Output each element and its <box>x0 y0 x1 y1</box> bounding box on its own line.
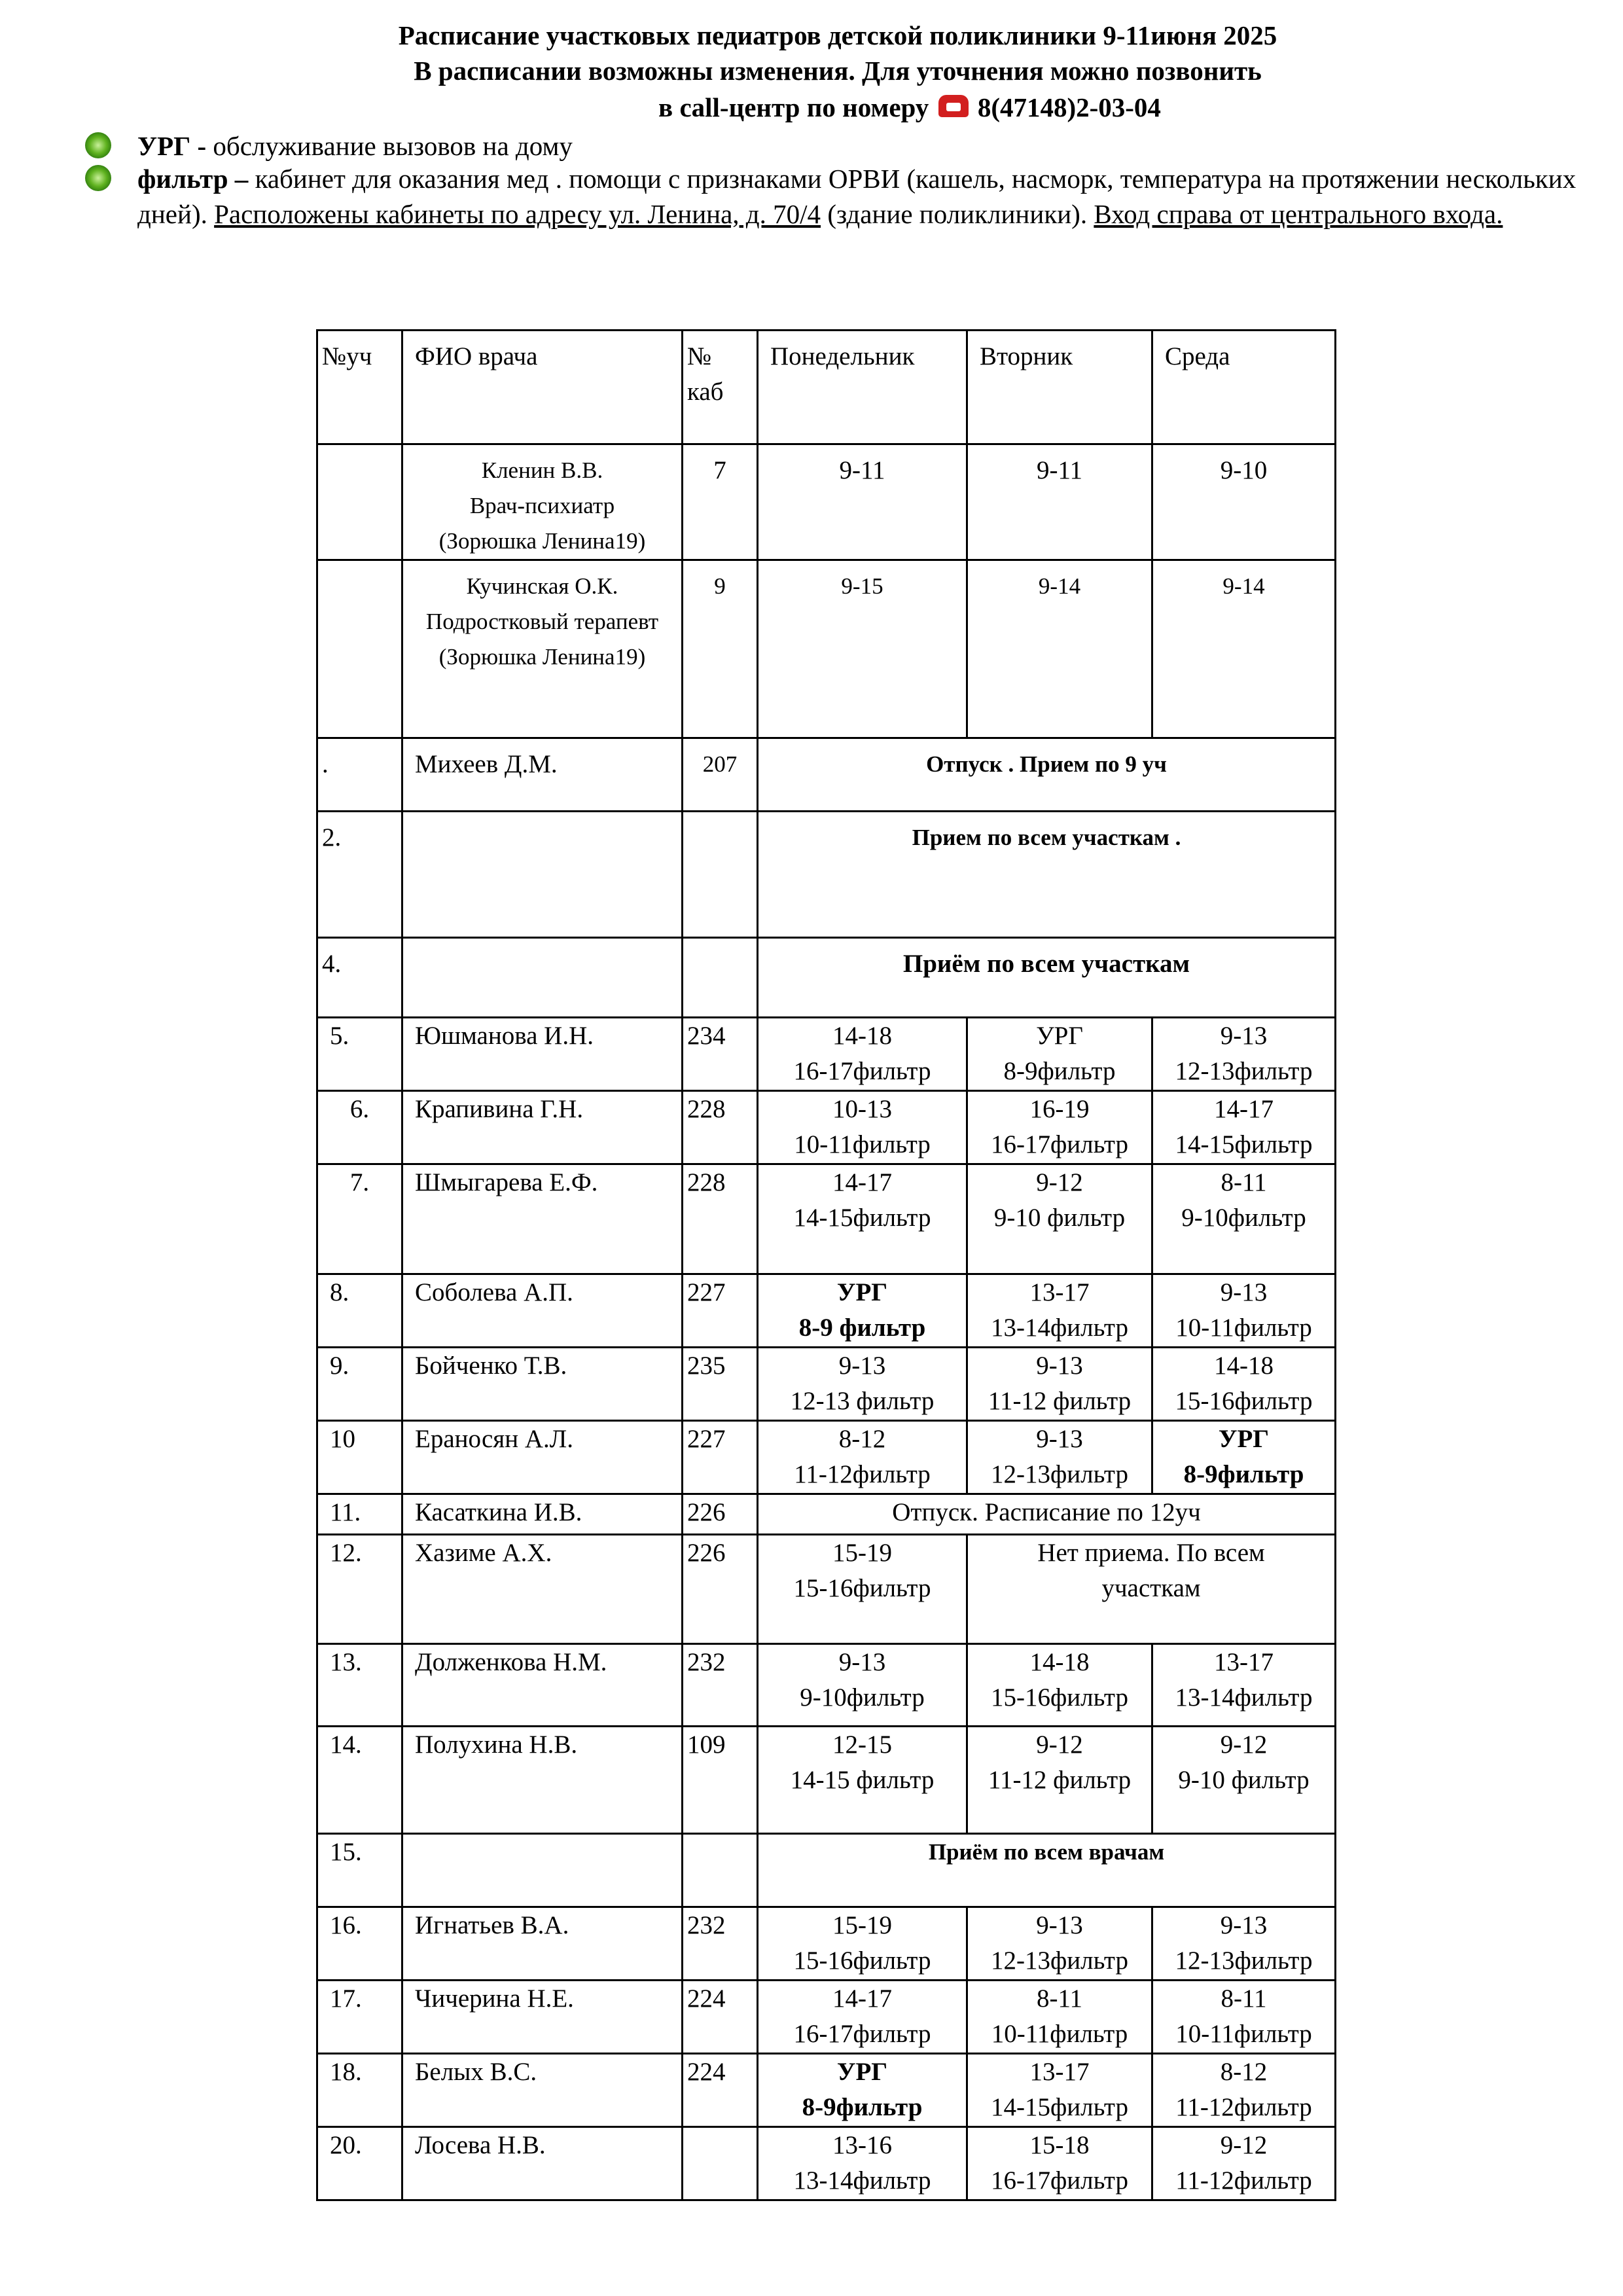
header-tuesday: Вторник <box>967 331 1152 444</box>
green-bullet-icon <box>85 165 111 191</box>
table-row <box>317 938 1336 1018</box>
cell-tuesday: 9-11 <box>967 444 1152 560</box>
cell-room: 228 <box>683 1091 758 1164</box>
header-doctor: ФИО врача <box>402 331 683 444</box>
cell-doctor: Хазиме А.Х. <box>402 1535 683 1644</box>
cell-tuesday: 9-14 <box>967 560 1152 738</box>
cell-doctor <box>402 812 683 938</box>
legend-text-2: (здание поликлиники). <box>821 199 1094 229</box>
cell-wednesday: 9-12 11-12фильтр <box>1152 2127 1336 2200</box>
cell-tuesday: 14-18 15-16фильтр <box>967 1644 1152 1727</box>
cell-tuesday: 9-12 11-12 фильтр <box>967 1727 1152 1834</box>
cell-room: 227 <box>683 1421 758 1494</box>
cell-monday: 14-17 16-17фильтр <box>758 1981 967 2054</box>
doctor-location: (Зорюшка Ленина19) <box>438 528 646 554</box>
cell-monday: 12-15 14-15 фильтр <box>758 1727 967 1834</box>
phone-number: 8(47148)2-03-04 <box>977 92 1161 122</box>
table-row <box>317 1727 1336 1834</box>
green-bullet-icon <box>85 132 111 158</box>
cell-room: 9 <box>683 560 758 738</box>
table-row <box>317 2054 1336 2127</box>
cell-num: 13. <box>317 1644 402 1727</box>
legend-address: Расположены кабинеты по адресу ул. Ленина, д. 70/4 <box>214 199 821 229</box>
cell-monday: 10-13 10-11фильтр <box>758 1091 967 1164</box>
cell-doctor: Игнатьев В.А. <box>402 1907 683 1981</box>
cell-tuesday: 9-13 12-13фильтр <box>967 1421 1152 1494</box>
cell-tuesday: 8-11 10-11фильтр <box>967 1981 1152 2054</box>
cell-room <box>683 1834 758 1907</box>
cell-doctor <box>402 938 683 1018</box>
cell-tuesday: 13-17 14-15фильтр <box>967 2054 1152 2127</box>
cell-merged-note: Прием по всем участкам . <box>758 812 1336 938</box>
legend-text: кабинет для оказания мед . помощи с признаками ОРВИ (кашель, насморк, температура на протяжении нескольких дней). <box>137 164 1577 229</box>
table-row <box>317 1535 1336 1644</box>
legend-item-filter <box>137 161 1603 232</box>
cell-tuesday: 13-17 13-14фильтр <box>967 1274 1152 1348</box>
legend-term: фильтр – <box>137 164 249 194</box>
table-row <box>317 1834 1336 1907</box>
cell-room: 234 <box>683 1018 758 1091</box>
cell-num: 16. <box>317 1907 402 1981</box>
table-row <box>317 1981 1336 2054</box>
cell-doctor: Лосева Н.В. <box>402 2127 683 2200</box>
cell-merged-note: Отпуск . Прием по 9 уч <box>758 738 1336 812</box>
cell-num: 9. <box>317 1348 402 1421</box>
cell-num: 2. <box>317 812 402 938</box>
cell-monday: 9-11 <box>758 444 967 560</box>
cell-wednesday: 8-11 9-10фильтр <box>1152 1164 1336 1274</box>
cell-wednesday: 14-17 14-15фильтр <box>1152 1091 1336 1164</box>
cell-doctor: Долженкова Н.М. <box>402 1644 683 1727</box>
cell-merged-note: Приём по всем врачам <box>758 1834 1336 1907</box>
table-row <box>317 560 1336 738</box>
cell-tuesday-wednesday: Нет приема. По всем участкам <box>967 1535 1336 1644</box>
cell-num: 7. <box>317 1164 402 1274</box>
cell-doctor <box>402 1834 683 1907</box>
cell-doctor: Белых В.С. <box>402 2054 683 2127</box>
table-row <box>317 738 1336 812</box>
doctor-name: Кленин В.В. <box>481 457 603 483</box>
cell-wednesday: 8-11 10-11фильтр <box>1152 1981 1336 2054</box>
table-row <box>317 1494 1336 1535</box>
cell-num: 6. <box>317 1091 402 1164</box>
cell-room: 232 <box>683 1907 758 1981</box>
telephone-icon <box>938 95 969 117</box>
cell-wednesday: УРГ 8-9фильтр <box>1152 1421 1336 1494</box>
cell-doctor: Бойченко Т.В. <box>402 1348 683 1421</box>
cell-merged-note: Отпуск. Расписание по 12уч <box>758 1494 1336 1535</box>
cell-tuesday: УРГ 8-9фильтр <box>967 1018 1152 1091</box>
cell-doctor: Полухина Н.В. <box>402 1727 683 1834</box>
cell-wednesday: 9-13 10-11фильтр <box>1152 1274 1336 1348</box>
cell-wednesday: 9-13 12-13фильтр <box>1152 1907 1336 1981</box>
cell-monday: 9-15 <box>758 560 967 738</box>
table-row <box>317 2127 1336 2200</box>
cell-num: 14. <box>317 1727 402 1834</box>
cell-num: 8. <box>317 1274 402 1348</box>
cell-room: 228 <box>683 1164 758 1274</box>
cell-tuesday: 16-19 16-17фильтр <box>967 1091 1152 1164</box>
cell-num <box>317 444 402 560</box>
cell-doctor: Крапивина Г.Н. <box>402 1091 683 1164</box>
cell-doctor: Касаткина И.В. <box>402 1494 683 1535</box>
cell-num: 10 <box>317 1421 402 1494</box>
cell-doctor: Шмыгарева Е.Ф. <box>402 1164 683 1274</box>
header-monday: Понедельник <box>758 331 967 444</box>
cell-room: 226 <box>683 1494 758 1535</box>
table-row <box>317 1091 1336 1164</box>
cell-room: 235 <box>683 1348 758 1421</box>
cell-room: 226 <box>683 1535 758 1644</box>
cell-monday: 9-13 12-13 фильтр <box>758 1348 967 1421</box>
cell-room: 109 <box>683 1727 758 1834</box>
cell-wednesday: 9-12 9-10 фильтр <box>1152 1727 1336 1834</box>
cell-room <box>683 938 758 1018</box>
header-wednesday: Среда <box>1152 331 1336 444</box>
cell-wednesday: 8-12 11-12фильтр <box>1152 2054 1336 2127</box>
cell-num: 12. <box>317 1535 402 1644</box>
cell-monday: 13-16 13-14фильтр <box>758 2127 967 2200</box>
cell-monday: 8-12 11-12фильтр <box>758 1421 967 1494</box>
cell-monday: 15-19 15-16фильтр <box>758 1535 967 1644</box>
cell-room: 207 <box>683 738 758 812</box>
cell-num: 20. <box>317 2127 402 2200</box>
cell-room: 232 <box>683 1644 758 1727</box>
cell-doctor: Чичерина Н.Е. <box>402 1981 683 2054</box>
cell-num <box>317 560 402 738</box>
cell-room: 227 <box>683 1274 758 1348</box>
table-row <box>317 1644 1336 1727</box>
cell-wednesday: 13-17 13-14фильтр <box>1152 1644 1336 1727</box>
page-title: Расписание участковых педиатров детской поликлиники 9-11июня 2025 <box>398 20 1277 50</box>
cell-num: 5. <box>317 1018 402 1091</box>
cell-num: . <box>317 738 402 812</box>
table-row <box>317 444 1336 560</box>
doctor-role: Врач-психиатр <box>469 493 615 518</box>
cell-wednesday: 14-18 15-16фильтр <box>1152 1348 1336 1421</box>
table-row <box>317 1348 1336 1421</box>
table-row <box>317 1274 1336 1348</box>
table-header-row <box>317 331 1336 444</box>
cell-tuesday: 15-18 16-17фильтр <box>967 2127 1152 2200</box>
doctor-name: Кучинская О.К. <box>466 573 618 599</box>
cell-monday: УРГ 8-9фильтр <box>758 2054 967 2127</box>
cell-merged-note: Приём по всем участкам <box>758 938 1336 1018</box>
cell-doctor: Юшманова И.Н. <box>402 1018 683 1091</box>
header-num: №уч <box>317 331 402 444</box>
cell-monday: УРГ 8-9 фильтр <box>758 1274 967 1348</box>
legend-entrance: Вход справа от центрального входа. <box>1094 199 1503 229</box>
doctor-role: Подростковый терапевт <box>425 609 659 634</box>
cell-tuesday: 9-12 9-10 фильтр <box>967 1164 1152 1274</box>
call-center-line <box>98 90 1623 124</box>
cell-doctor: Михеев Д.М. <box>402 738 683 812</box>
table-row <box>317 1018 1336 1091</box>
cell-monday: 9-13 9-10фильтр <box>758 1644 967 1727</box>
cell-doctor <box>402 444 683 560</box>
page-subtitle: В расписании возможны изменения. Для уточнения можно позвонить <box>414 56 1262 86</box>
cell-doctor <box>402 560 683 738</box>
table-row <box>317 1164 1336 1274</box>
legend-item-urg <box>137 128 1603 164</box>
cell-room: 224 <box>683 2054 758 2127</box>
cell-num: 17. <box>317 1981 402 2054</box>
cell-doctor: Соболева А.П. <box>402 1274 683 1348</box>
cell-num: 15. <box>317 1834 402 1907</box>
cell-num: 4. <box>317 938 402 1018</box>
table-row <box>317 1421 1336 1494</box>
cell-wednesday: 9-14 <box>1152 560 1336 738</box>
cell-monday: 15-19 15-16фильтр <box>758 1907 967 1981</box>
cell-tuesday: 9-13 11-12 фильтр <box>967 1348 1152 1421</box>
doctor-location: (Зорюшка Ленина19) <box>438 644 646 670</box>
legend-text: обслуживание вызовов на дому <box>206 131 573 161</box>
legend-term: УРГ - <box>137 131 207 161</box>
cell-doctor: Ераносян А.Л. <box>402 1421 683 1494</box>
schedule-table <box>316 329 1336 2201</box>
cell-room: 7 <box>683 444 758 560</box>
cell-room: 224 <box>683 1981 758 2054</box>
header-room: № каб <box>683 331 758 444</box>
cell-num: 11. <box>317 1494 402 1535</box>
cell-monday: 14-18 16-17фильтр <box>758 1018 967 1091</box>
table-row <box>317 812 1336 938</box>
call-center-label: в call-центр по номеру <box>658 92 929 122</box>
cell-wednesday: 9-13 12-13фильтр <box>1152 1018 1336 1091</box>
table-row <box>317 1907 1336 1981</box>
cell-room <box>683 812 758 938</box>
cell-room <box>683 2127 758 2200</box>
cell-num: 18. <box>317 2054 402 2127</box>
cell-wednesday: 9-10 <box>1152 444 1336 560</box>
cell-tuesday: 9-13 12-13фильтр <box>967 1907 1152 1981</box>
cell-monday: 14-17 14-15фильтр <box>758 1164 967 1274</box>
